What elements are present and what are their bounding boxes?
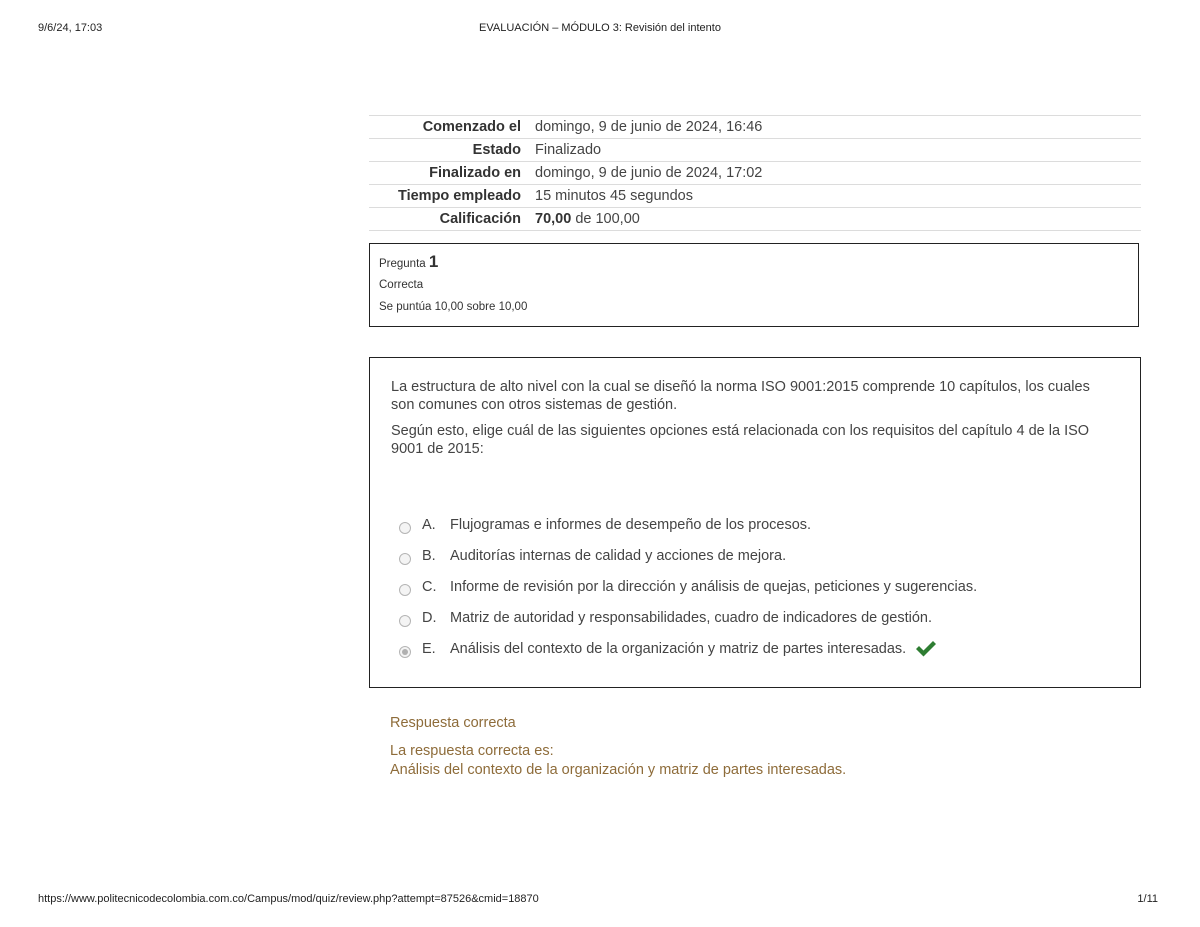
summary-value xyxy=(529,208,1141,231)
question-info-box xyxy=(369,243,1139,327)
question-number-value: 1 xyxy=(428,252,439,271)
summary-value: domingo, 9 de junio de 2024, 16:46 xyxy=(535,119,763,135)
summary-label: Calificación xyxy=(439,211,521,227)
summary-row-time-taken xyxy=(369,185,1141,208)
summary-label: Finalizado en xyxy=(429,165,521,181)
radio-button[interactable] xyxy=(399,615,411,627)
answer-option-b[interactable] xyxy=(399,547,1099,578)
answer-text: Flujogramas e informes de desempeño de los procesos. xyxy=(450,517,812,533)
summary-label: Comenzado el xyxy=(422,119,521,135)
radio-button[interactable] xyxy=(399,553,411,565)
question-text xyxy=(391,378,1111,466)
feedback-result: Respuesta correcta xyxy=(390,715,516,731)
question-feedback xyxy=(390,714,1130,780)
question-grade: Se puntúa 10,00 sobre 10,00 xyxy=(379,301,528,313)
answer-text: Auditorías internas de calidad y acciones de mejora. xyxy=(450,548,787,564)
summary-row-started xyxy=(369,116,1141,139)
question-text-paragraph: Según esto, elige cuál de las siguientes opciones está relacionada con los requisitos del capítulo 4 de la ISO 9001 de 2015: xyxy=(391,423,1090,457)
summary-row-finished xyxy=(369,162,1141,185)
answer-text-wrapper xyxy=(450,640,938,658)
answer-text: Informe de revisión por la dirección y análisis de quejas, peticiones y sugerencias. xyxy=(450,579,978,595)
answer-letter: C. xyxy=(422,579,437,595)
question-text-paragraph: La estructura de alto nivel con la cual se diseñó la norma ISO 9001:2015 comprende 10 capítulos, los cuales son comunes con otros sistemas de gestión. xyxy=(391,379,1090,413)
summary-label: Tiempo empleado xyxy=(397,188,521,204)
summary-value: Finalizado xyxy=(535,142,602,158)
summary-row-state xyxy=(369,139,1141,162)
question-number xyxy=(379,252,1129,274)
summary-row-grade xyxy=(369,208,1141,231)
check-icon xyxy=(914,638,938,658)
answer-letter: B. xyxy=(422,548,436,564)
answer-option-a[interactable] xyxy=(399,516,1099,547)
radio-button[interactable] xyxy=(399,522,411,534)
print-datetime: 9/6/24, 17:03 xyxy=(38,22,103,34)
question-content-box xyxy=(369,357,1141,688)
question-state: Correcta xyxy=(379,279,424,291)
print-url: https://www.politecnicodecolombia.com.co/Campus/mod/quiz/review.php?attempt=87526&cmid=18870 xyxy=(38,893,539,905)
summary-value: domingo, 9 de junio de 2024, 17:02 xyxy=(535,165,763,181)
grade-suffix: de 100,00 xyxy=(575,211,640,227)
radio-button-selected[interactable] xyxy=(399,646,411,658)
answer-text: Matriz de autoridad y responsabilidades, cuadro de indicadores de gestión. xyxy=(450,610,933,626)
feedback-correct-answer: Análisis del contexto de la organización y matriz de partes interesadas. xyxy=(390,762,847,778)
feedback-correct-label: La respuesta correcta es: xyxy=(390,743,554,759)
attempt-summary-table xyxy=(369,115,1141,231)
summary-label: Estado xyxy=(472,142,521,158)
radio-button[interactable] xyxy=(399,584,411,596)
print-page-number: 1/11 xyxy=(1137,893,1158,905)
print-page-title: EVALUACIÓN – MÓDULO 3: Revisión del intento xyxy=(479,22,721,34)
answer-letter: D. xyxy=(422,610,437,626)
answer-text: Análisis del contexto de la organización y matriz de partes interesadas. xyxy=(450,641,907,657)
answer-letter: A. xyxy=(422,517,436,533)
question-prefix: Pregunta xyxy=(379,258,426,270)
answer-letter: E. xyxy=(422,641,436,657)
answer-option-d[interactable] xyxy=(399,609,1099,640)
grade-value: 70,00 xyxy=(535,211,572,227)
summary-value: 15 minutos 45 segundos xyxy=(535,188,693,204)
answer-option-c[interactable] xyxy=(399,578,1099,609)
answer-list xyxy=(399,516,1099,671)
answer-option-e[interactable] xyxy=(399,640,1099,671)
